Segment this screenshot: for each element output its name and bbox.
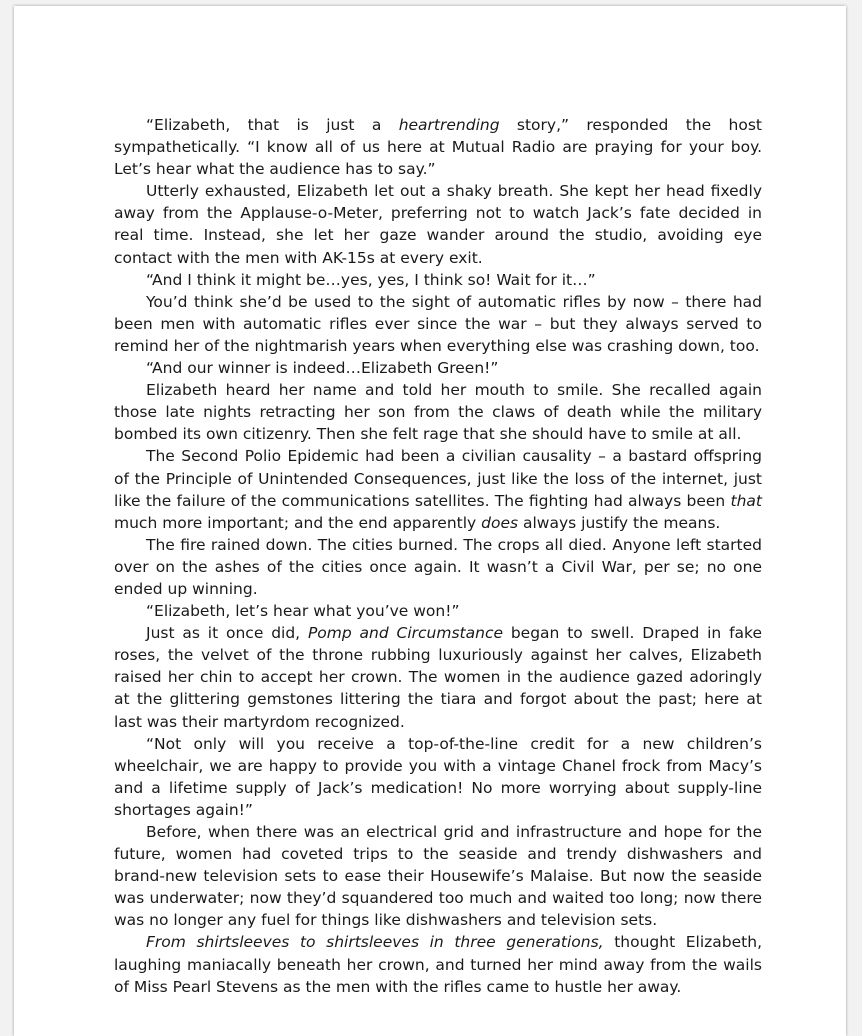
text-run: “And our winner is indeed…Elizabeth Green!” (146, 359, 499, 378)
paragraph (114, 180, 762, 268)
italic-text: that (730, 491, 762, 510)
paragraph (114, 534, 762, 600)
italic-text: heartrending (398, 116, 500, 134)
text-run: Before, when there was an electrical grid and infrastructure and hope for the future, women had coveted trips to the seaside and trendy dishwashers and brand-new television sets to ease their Housewife’s Malaise. But now the seaside was underwater; now they’d squandered too much and waited too long; now there was no longer any fuel for things like dishwashers and television sets. (114, 823, 762, 930)
story-text (114, 114, 762, 998)
text-run: Just as it once did, (146, 624, 308, 643)
paragraph (114, 291, 762, 357)
text-run: thought Elizabeth, laughing maniacally beneath her crown, and turned her mind away from the wails of Miss Pearl Stevens as the men with the rifles came to hustle her away. (114, 933, 763, 996)
paragraph (114, 600, 762, 622)
text-run: much more important; and the end apparently (114, 513, 482, 532)
text-run: “Elizabeth, let’s hear what you’ve won!” (146, 602, 460, 621)
document-page (14, 6, 846, 1036)
text-run: “Not only will you receive a top-of-the-line credit for a new children’s wheelchair, we are happy to provide you with a vintage Chanel frock from Macy’s and a lifetime supply of Jack’s medication! No more worrying about supply-line shortages again!” (114, 734, 762, 819)
italic-text: does (481, 513, 519, 532)
text-run: Utterly exhausted, Elizabeth let out a shaky breath. She kept her head fixedly away from the Applause-o-Meter, preferring not to watch Jack’s fate decided in real time. Instead, she let her gaze wander around the studio, avoiding eye contact with the men with AK-15s at every exit. (114, 182, 762, 267)
italic-text: From shirtsleeves to shirtsleeves in three generations, (146, 933, 604, 952)
italic-text: Pomp and Circumstance (307, 624, 504, 643)
paragraph (114, 821, 762, 931)
paragraph (114, 733, 762, 821)
paragraph (114, 445, 762, 533)
paragraph (114, 379, 762, 445)
text-run: You’d think she’d be used to the sight of automatic rifles by now – there had been men with automatic rifles ever since the war – but they always served to remind her of the nightmarish years when everything else was crashing down, too. (114, 292, 762, 355)
text-run: The fire rained down. The cities burned. The crops all died. Anyone left started over on the ashes of the cities once again. It wasn’t a Civil War, per se; no one ended up winning. (114, 535, 762, 598)
text-run: always justify the means. (518, 513, 721, 532)
text-run: “Elizabeth, that is just a (146, 116, 399, 134)
paragraph (114, 357, 762, 379)
text-run: “And I think it might be…yes, yes, I think so! Wait for it…” (146, 270, 596, 289)
paragraph (114, 931, 762, 997)
paragraph (114, 114, 762, 180)
text-run: The Second Polio Epidemic had been a civilian causality – a bastard offspring of the Principle of Unintended Consequences, just like the loss of the internet, just like the failure of the communications satellites. The fighting had always been (114, 447, 762, 510)
text-run: story,” responded the host sympathetically. “I know all of us here at Mutual Radio are praying for your boy. Let’s hear what the audience has to say.” (114, 116, 762, 179)
text-run: Elizabeth heard her name and told her mouth to smile. She recalled again those late nights retracting her son from the claws of death while the military bombed its own citizenry. Then she felt rage that she should have to smile at all. (114, 381, 762, 444)
paragraph (114, 622, 762, 732)
text-run: began to swell. Draped in fake roses, the velvet of the throne rubbing luxuriously against her calves, Elizabeth raised her chin to accept her crown. The women in the audience gazed adoringly at the glittering gemstones littering the tiara and forgot about the past; here at last was their martyrdom recognized. (114, 624, 762, 731)
paragraph (114, 269, 762, 291)
